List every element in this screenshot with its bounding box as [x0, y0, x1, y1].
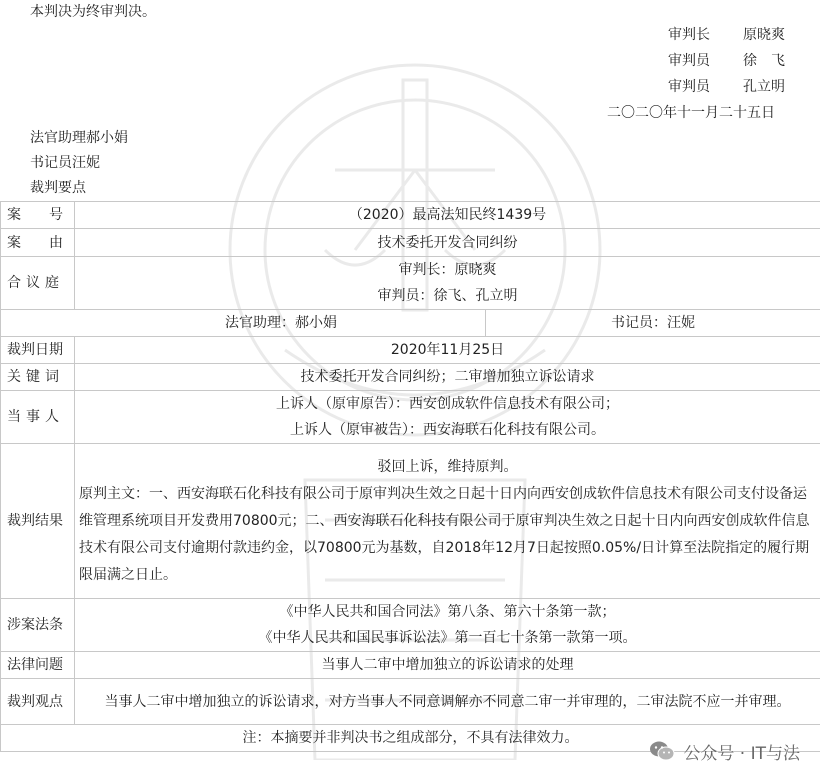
result-value [75, 444, 820, 599]
result-label: 裁判结果 [1, 444, 75, 599]
issue-label: 法律问题 [1, 652, 75, 679]
panel-presiding: 审判长：原晓爽 [398, 262, 497, 278]
cause-value: 技术委托开发合同纠纷 [75, 229, 820, 257]
wechat-icon [649, 740, 675, 762]
court-clerk: 书记员汪妮 [30, 155, 100, 171]
law-value [75, 599, 820, 652]
presiding-judge-name: 原晓爽 [743, 27, 785, 43]
final-judgment-statement: 本判决为终审判决。 [30, 4, 156, 20]
table-row [1, 337, 820, 364]
keywords-label: 关键词 [1, 364, 75, 391]
table-row [1, 444, 820, 599]
table-row [1, 652, 820, 679]
result-main-text: 原判主文：一、西安海联石化科技有限公司于原审判决生效之日起十日内向西安创成软件信息技术有限公司支付设备运维管理系统项目开发费用70800元；二、西安海联石化科技有限公司于原审判决生效之日起十日内向西安创成软件信息技术有限公司支付逾期付款违约金，以70800元为基数，自2018年12月7日起按照0.05%/日计算至法院指定的履行期限届满之日止。 [79, 485, 810, 583]
judge-name: 徐 飞 [743, 53, 785, 69]
law-civil-procedure: 《中华人民共和国民事诉讼法》第一百七十条第一款第一项。 [258, 630, 637, 646]
view-value: 当事人二审中增加独立的诉讼请求，对方当事人不同意调解亦不同意二审一并审理的，二审法院不应一并审理。 [75, 679, 820, 725]
party-appellant-defendant: 上诉人（原审被告）：西安海联石化科技有限公司。 [290, 422, 605, 438]
assistant-judge: 法官助理郝小娟 [30, 130, 128, 146]
panel-judges: 审判员：徐飞、孔立明 [377, 288, 518, 304]
law-label: 涉案法条 [1, 599, 75, 652]
case-number-label: 案 号 [1, 202, 75, 229]
table-row [1, 229, 820, 257]
case-summary-table [0, 201, 820, 752]
table-row [1, 310, 820, 337]
view-label: 裁判观点 [1, 679, 75, 725]
wechat-watermark [649, 738, 800, 764]
law-contract: 《中华人民共和国合同法》第八条、第六十条第一款； [279, 604, 616, 620]
watermark-text: 公众号 · IT与法 [683, 743, 800, 764]
table-row [1, 257, 820, 310]
keywords-value: 技术委托开发合同纠纷；二审增加独立诉讼请求 [75, 364, 820, 391]
case-number-value: （2020）最高法知民终1439号 [75, 202, 820, 229]
parties-label: 当事人 [1, 391, 75, 444]
party-appellant-plaintiff: 上诉人（原审原告）：西安创成软件信息技术有限公司； [276, 396, 619, 412]
date-label: 裁判日期 [1, 337, 75, 364]
assistant-value: 法官助理：郝小娟 [1, 310, 486, 337]
table-row [1, 391, 820, 444]
result-summary: 驳回上诉，维持原判。 [377, 458, 518, 475]
parties-value [75, 391, 820, 444]
clerk-value: 书记员：汪妮 [486, 310, 820, 337]
panel-label: 合议庭 [1, 257, 75, 310]
judgment-date: 二〇二〇年十一月二十五日 [607, 105, 775, 121]
summary-title: 裁判要点 [30, 180, 86, 196]
judge-role: 审判员 [668, 53, 710, 69]
table-row [1, 364, 820, 391]
disclaimer-note: 注：本摘要并非判决书之组成部分，不具有法律效力。 [1, 725, 820, 752]
table-row [1, 202, 820, 229]
table-row [1, 599, 820, 652]
issue-value: 当事人二审中增加独立的诉讼请求的处理 [75, 652, 820, 679]
cause-label: 案 由 [1, 229, 75, 257]
table-row [1, 679, 820, 725]
judge-name: 孔立明 [743, 79, 785, 95]
date-value: 2020年11月25日 [75, 337, 820, 364]
panel-value [75, 257, 820, 310]
presiding-judge-role: 审判长 [668, 27, 710, 43]
judge-role: 审判员 [668, 79, 710, 95]
